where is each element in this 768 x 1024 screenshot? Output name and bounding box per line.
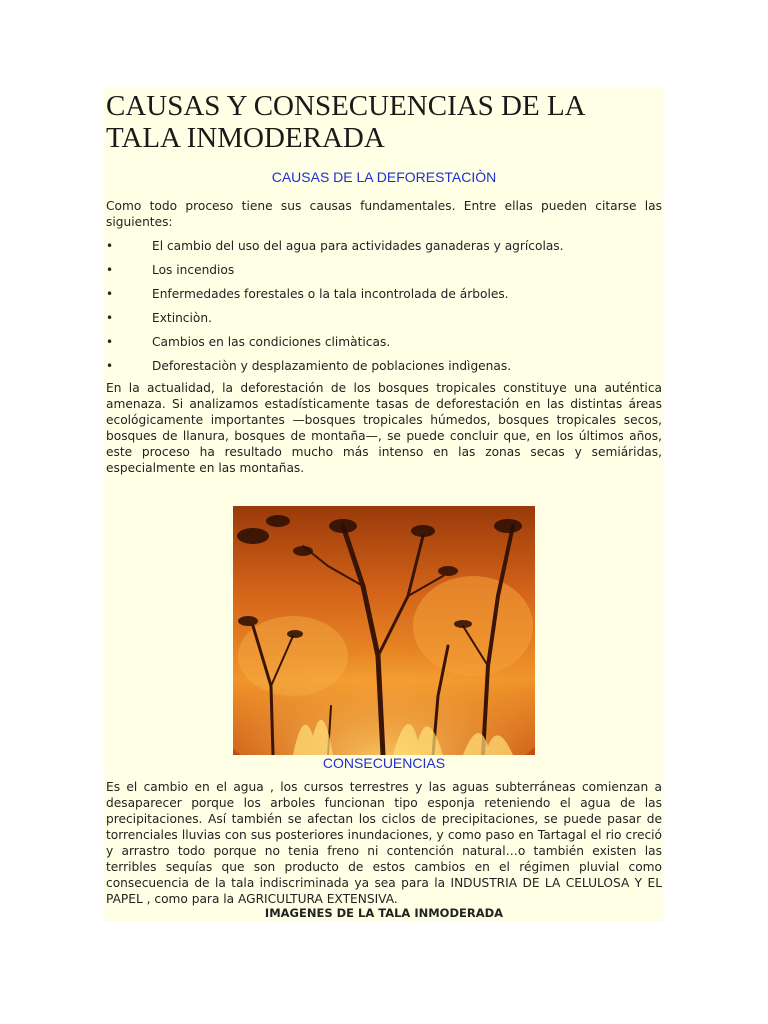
list-item: • Enfermedades forestales o la tala incontrolada de árboles. xyxy=(106,287,509,301)
page-title: CAUSAS Y CONSECUENCIAS DE LA TALA INMODERADA xyxy=(106,90,585,154)
list-item: • Cambios en las condiciones climàticas. xyxy=(106,335,391,349)
section-heading-consequences: CONSECUENCIAS xyxy=(322,755,446,771)
list-item: • Extinciòn. xyxy=(106,311,212,325)
bullet-icon: • xyxy=(106,287,114,301)
list-item: • Los incendios xyxy=(106,263,235,277)
bullet-icon: • xyxy=(106,239,114,253)
bullet-icon: • xyxy=(106,263,114,277)
deforestation-paragraph: En la actualidad, la deforestación de los bosques tropicales constituye una auténtica amenaza. Si analizamos estadísticamente tasas de deforestación en las distintas áreas ecológicamente importantes —bosques tropicales húmedos, bosques tropicales secos, bosques de llanura, bosques de montaña—, se puede concluir que, en los últimos años, este proceso ha resultado mucho más intenso en las zonas secas y semiáridas, especialmente en las montañas. xyxy=(106,381,662,475)
consequences-paragraph: Es el cambio en el agua , los cursos terrestres y las aguas subterráneas comienzan a desaparecer porque los arboles funcionan tipo esponja reteniendo el agua de las precipitaciones. Así también se afectan los ciclos de precipitaciones, se puede pasar de torrenciales lluvias con sus posteriores inundaciones, y como paso en Tartagal el rio creció y arrastro todo porque no tenia freno ni contención natural…o también existen las terribles sequías que son producto de estos cambios en el régimen pluvial como consecuencia de la tala indiscriminada ya sea para la INDUSTRIA DE LA CELULOSA Y EL PAPEL , como para la AGRICULTURA EXTENSIVA. xyxy=(106,780,662,906)
bullet-icon: • xyxy=(106,359,114,373)
forest-fire-image xyxy=(233,506,535,755)
bullet-icon: • xyxy=(106,311,114,325)
causes-list xyxy=(106,237,662,381)
bullet-icon: • xyxy=(106,335,114,349)
images-caption: IMAGENES DE LA TALA INMODERADA xyxy=(264,906,504,920)
document-page xyxy=(104,88,664,922)
intro-paragraph: Como todo proceso tiene sus causas fundamentales. Entre ellas pueden citarse las siguientes: xyxy=(106,199,662,229)
section-heading-causes: CAUSAS DE LA DEFORESTACIÒN xyxy=(271,169,497,185)
list-item: • Deforestaciòn y desplazamiento de poblaciones indìgenas. xyxy=(106,359,512,373)
list-item: • El cambio del uso del agua para actividades ganaderas y agrícolas. xyxy=(106,239,564,253)
